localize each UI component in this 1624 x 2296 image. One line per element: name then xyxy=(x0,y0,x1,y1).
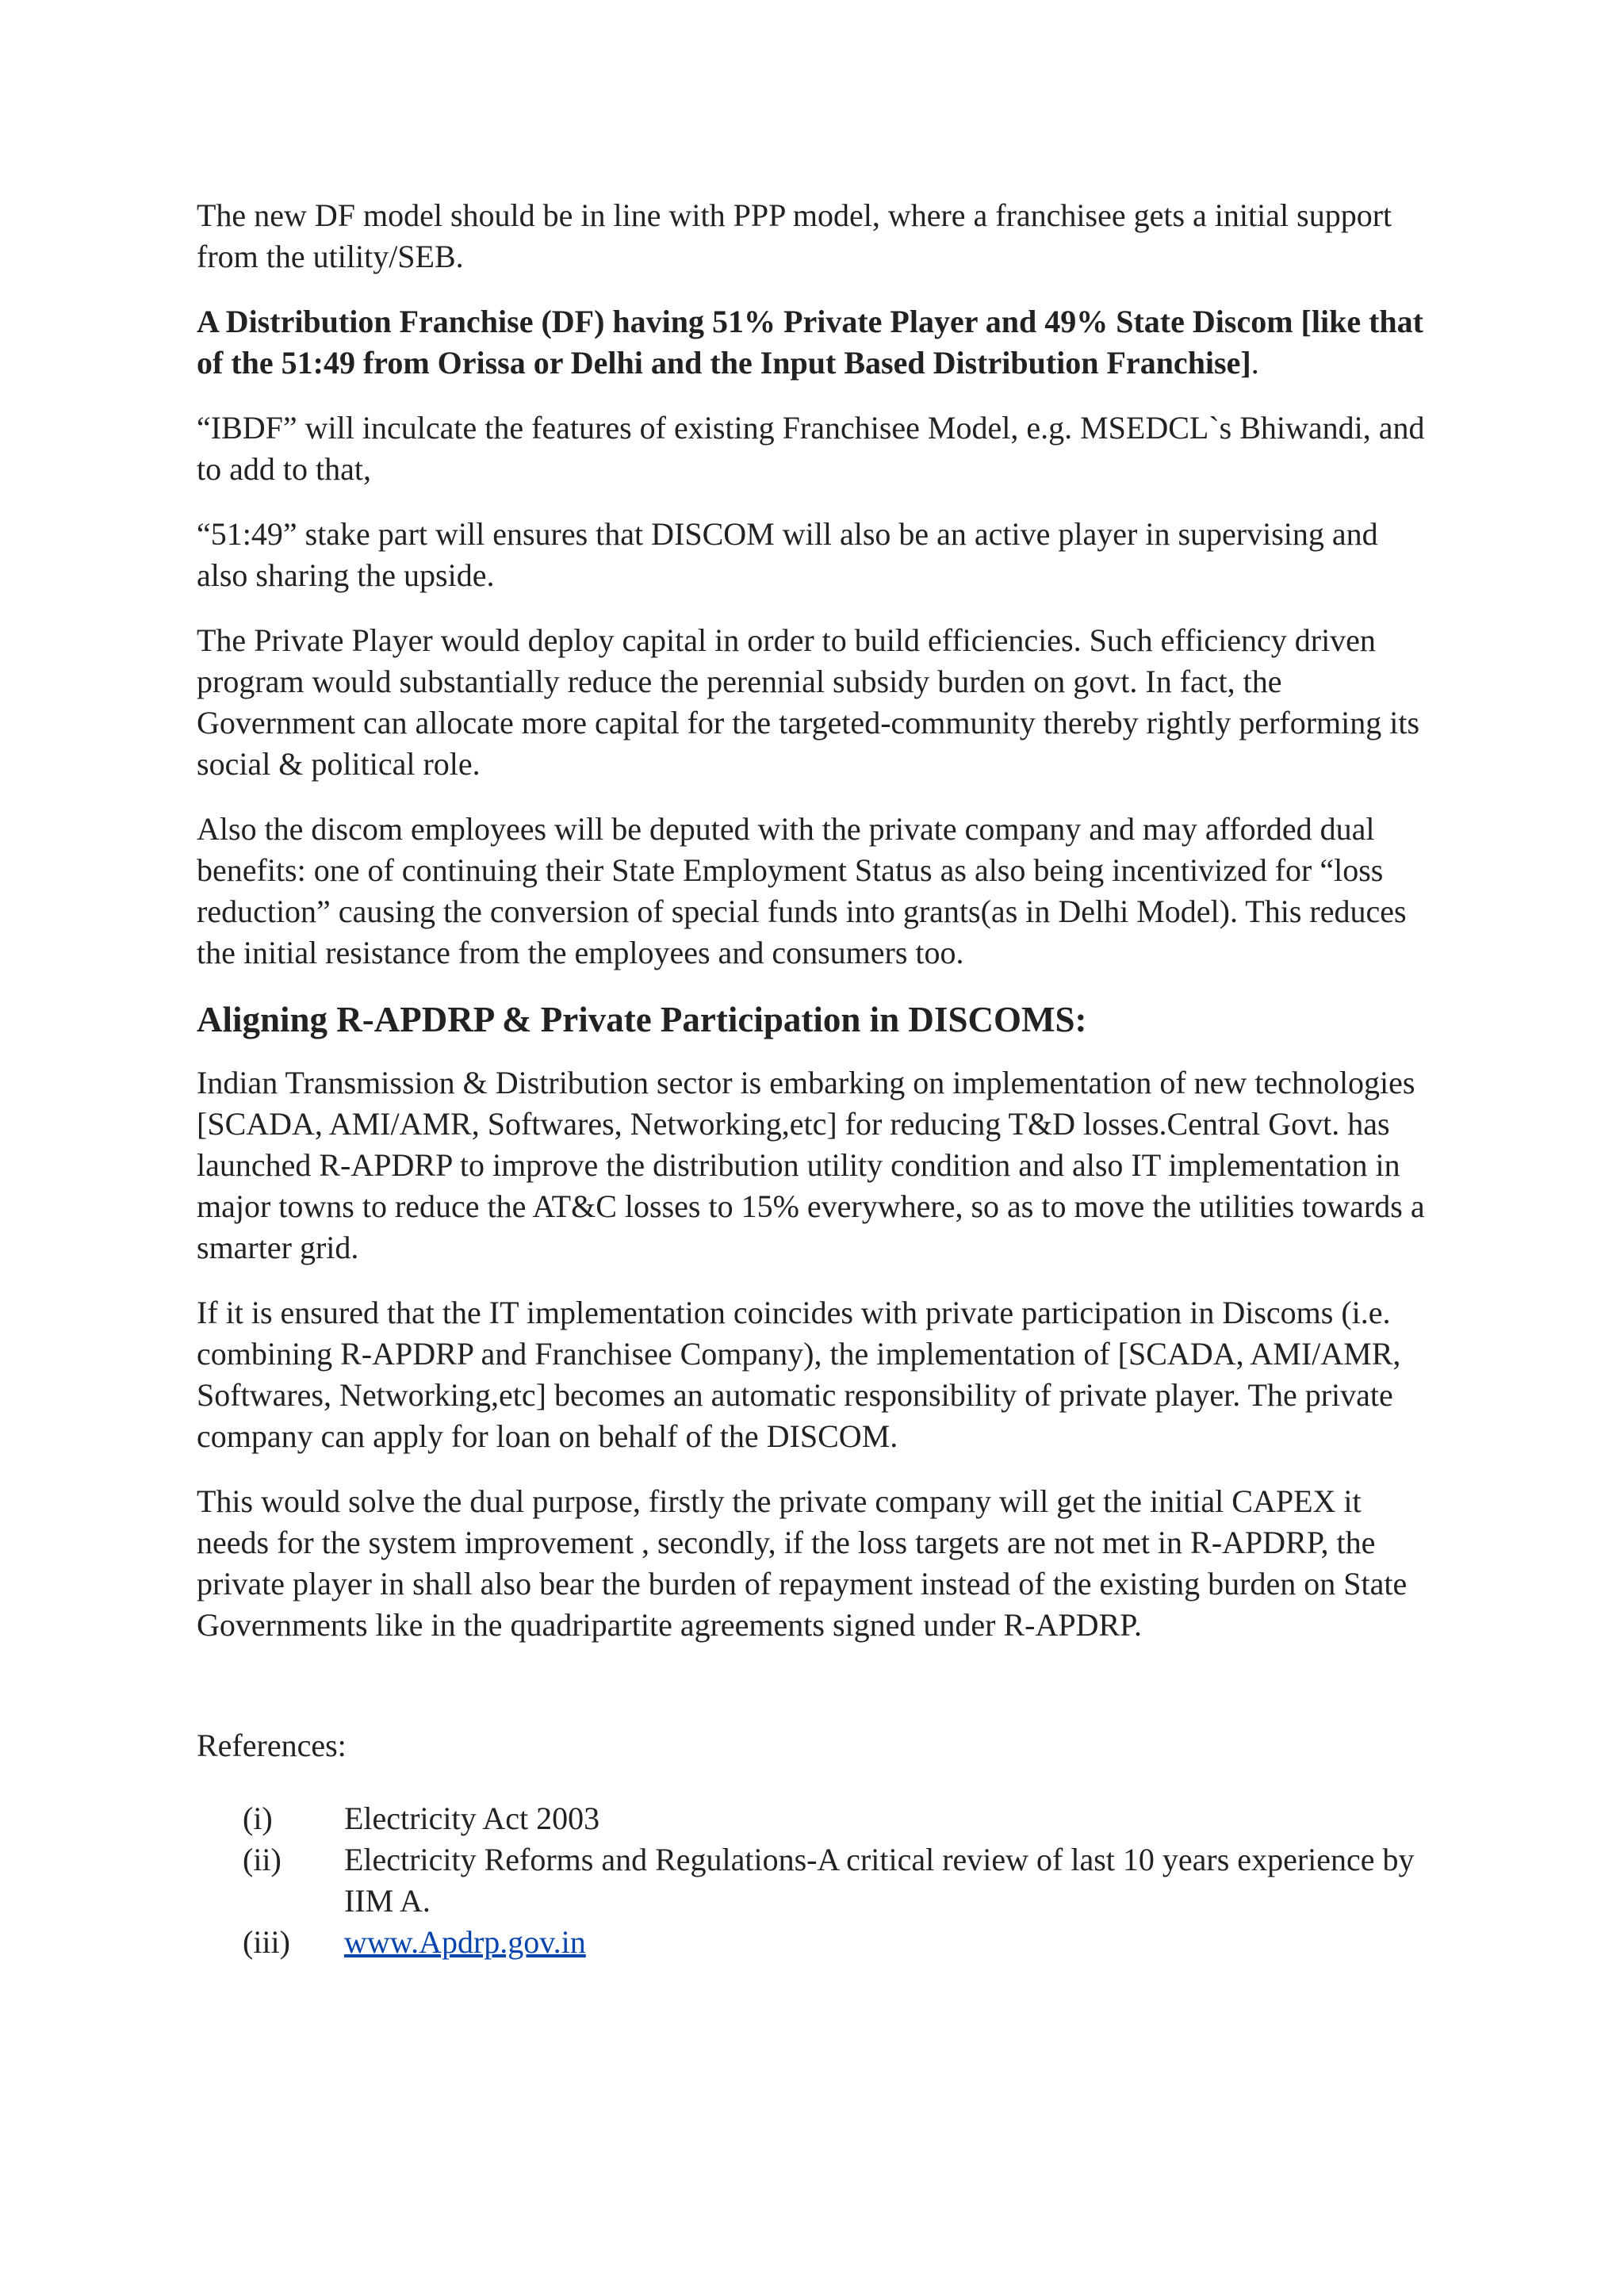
paragraph-employees: Also the discom employees will be deputed with the private company and may afforded dual benefits: one of continuing their State Employment Status as also being incentivized for “loss reduction” causing the conversion of special funds into grants(as in Delhi Model). This reduces the initial resistance from the employees and consumers too. xyxy=(197,811,1407,970)
document-page xyxy=(197,195,1434,1963)
reference-number: (iii) xyxy=(243,1924,290,1960)
reference-item xyxy=(197,1922,1434,1963)
reference-number: (ii) xyxy=(243,1842,282,1877)
paragraph-it-implementation: If it is ensured that the IT implementation coincides with private participation in Discoms (i.e. combining R-APDRP and Franchisee Company), the implementation of [SCADA, AMI/AMR, Softwares, Networking,etc] becomes an automatic responsibility of private player. The private company can apply for loan on behalf of the DISCOM. xyxy=(197,1295,1401,1454)
paragraph-td-sector: Indian Transmission & Distribution sector is embarking on implementation of new technologies [SCADA, AMI/AMR, Softwares, Networking,etc] for reducing T&D losses.Central Govt. has launched R-APDRP to improve the distribution utility condition and also IT implementation in major towns to reduce the AT&C losses to 15% everywhere, so as to move the utilities towards a smarter grid. xyxy=(197,1065,1425,1265)
reference-item xyxy=(197,1839,1434,1922)
reference-item xyxy=(197,1798,1434,1839)
bold-paragraph-end: . xyxy=(1251,345,1259,381)
reference-text: Electricity Reforms and Regulations-A critical review of last 10 years experience by IIM A. xyxy=(344,1842,1415,1919)
paragraph-df-model: The new DF model should be in line with PPP model, where a franchisee gets a initial support from the utility/SEB. xyxy=(197,197,1392,274)
section-heading: Aligning R-APDRP & Private Participation in DISCOMS: xyxy=(197,1000,1087,1039)
paragraph-stake: “51:49” stake part will ensures that DISCOM will also be an active player in supervising and also sharing the upside. xyxy=(197,516,1378,593)
references-list xyxy=(197,1798,1434,1963)
paragraph-dual-purpose: This would solve the dual purpose, firstly the private company will get the initial CAPEX it needs for the system improvement , secondly, if the loss targets are not met in R-APDRP, the private player in shall also bear the burden of repayment instead of the existing burden on State Governments like in the quadripartite agreements signed under R-APDRP. xyxy=(197,1483,1408,1643)
reference-link[interactable]: www.Apdrp.gov.in xyxy=(344,1924,586,1960)
paragraph-private-player: The Private Player would deploy capital in order to build efficiencies. Such efficiency driven program would substantially reduce the perennial subsidy burden on govt. In fact, the Government can allocate more capital for the targeted-community thereby rightly performing its social & political role. xyxy=(197,622,1420,782)
reference-text: Electricity Act 2003 xyxy=(344,1800,600,1836)
reference-number: (i) xyxy=(243,1800,273,1836)
paragraph-distribution-franchise xyxy=(197,301,1434,384)
references-title: References: xyxy=(197,1728,347,1763)
paragraph-ibdf: “IBDF” will inculcate the features of existing Franchisee Model, e.g. MSEDCL`s Bhiwandi, and to add to that, xyxy=(197,410,1425,487)
bold-text: A Distribution Franchise (DF) having 51% Private Player and 49% State Discom [like that of the 51:49 from Orissa or Delhi and the Input Based Distribution Franchise] xyxy=(197,304,1423,381)
